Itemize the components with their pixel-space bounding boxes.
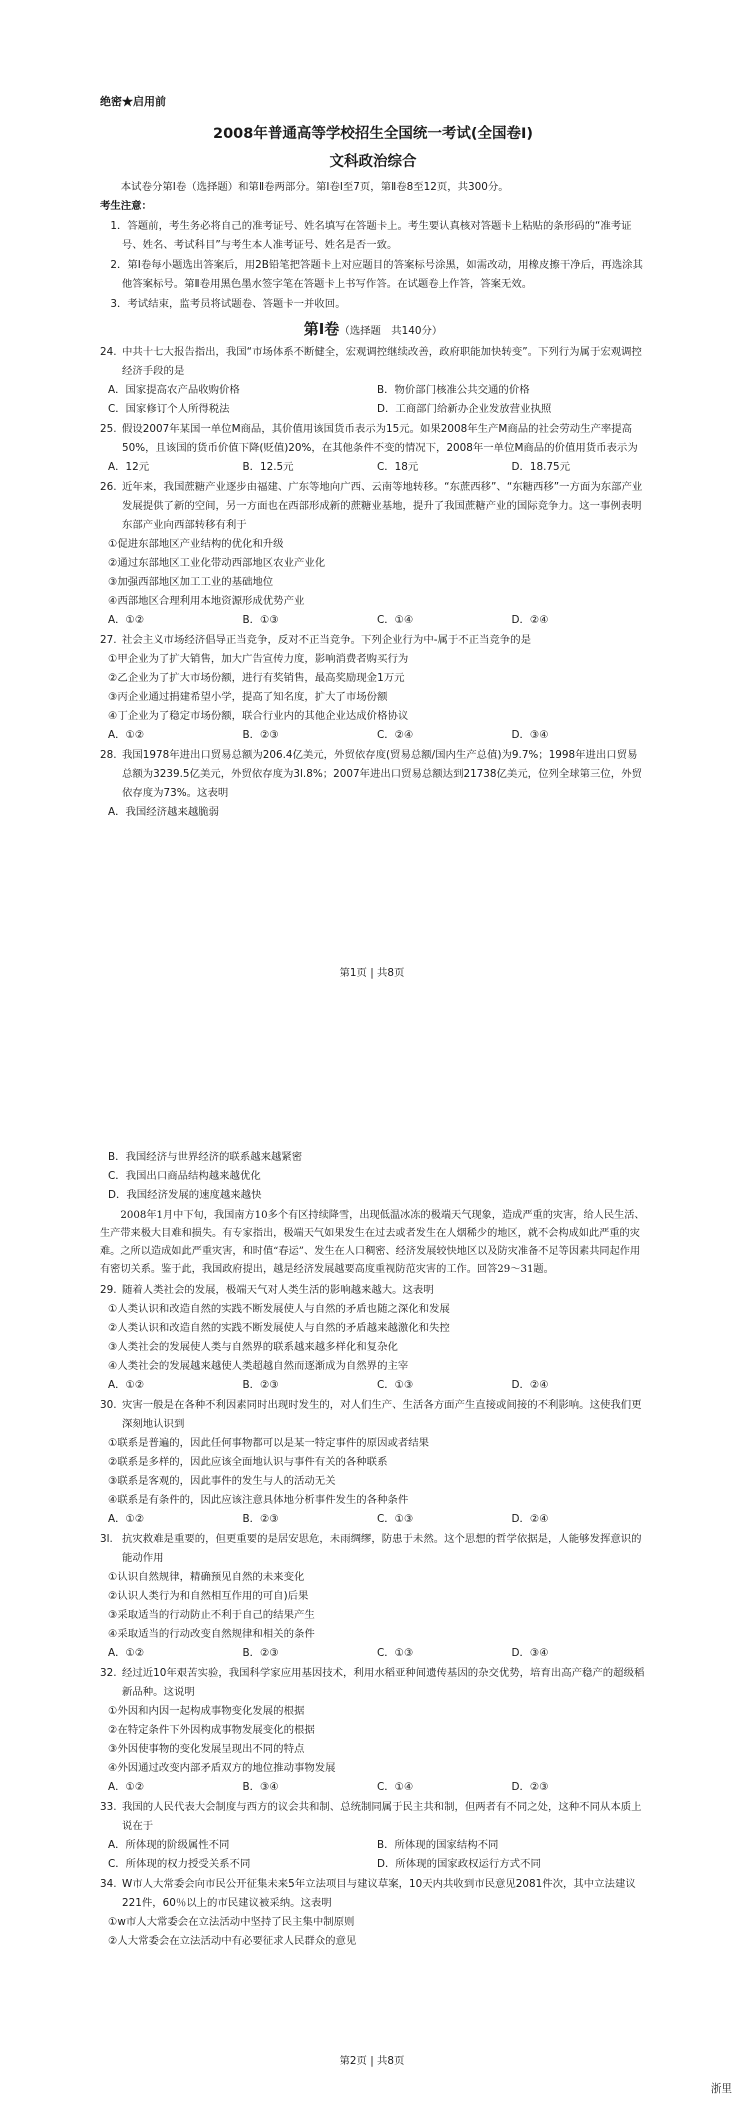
option: D．工商部门给新办企业发放营业执照 (377, 403, 552, 415)
statement: ④采取适当的行动改变自然规律和相关的条件 (108, 1628, 315, 1640)
question-24 (100, 343, 646, 419)
page-footer: 第1页 | 共8页 (339, 967, 405, 979)
page-2 (0, 1040, 744, 2104)
option: A．①② (108, 1379, 145, 1391)
part-title: 第Ⅰ卷 (303, 320, 340, 338)
option: C．①④ (377, 614, 414, 626)
statement: ①外因和内因一起构成事物变化发展的根据 (108, 1705, 305, 1717)
exam-intro: 本试卷分第Ⅰ卷（选择题）和第Ⅱ卷两部分。第Ⅰ卷Ⅰ至7页，第Ⅱ卷8至12页，共300分。 (120, 181, 509, 193)
option: C．所体现的权力授受关系不同 (108, 1858, 251, 1870)
question-number: 26. (100, 481, 117, 493)
notes-heading: 考生注意： (100, 200, 152, 212)
note-item: 1．答题前，考生务必将自己的准考证号、姓名填写在答题卡上。考生要认真核对答题卡上粘贴的条形码的“准考证号、姓名、考试科目”与考生本人准考证号、姓名是否一致。 (110, 220, 632, 251)
statement: ②乙企业为了扩大市场份额，进行有奖销售，最高奖励现金1万元 (108, 672, 405, 684)
statement: ④外因通过改变内部矛盾双方的地位推动事物发展 (108, 1762, 336, 1774)
page-1-content (100, 0, 646, 822)
question-stem: 我国1978年进出口贸易总额为206.4亿美元，外贸依存度(贸易总额/国内生产总值)为9.7%；1998年进出口贸易总额为3239.5亿美元，外贸依存度为3l.8%；2007年进出口贸易总额达到21738亿美元，位列全球第三位，外贸依存度为73%。这表明 (122, 749, 642, 799)
option: A．12元 (108, 461, 150, 473)
question-stem: 经过近10年艰苦实验，我国科学家应用基因技术，利用水稻亚种间遗传基因的杂交优势，培育出高产稳产的超级稻新品种。这说明 (122, 1667, 645, 1698)
option: B．②③ (242, 1647, 279, 1659)
option: B．③④ (242, 1781, 279, 1793)
question-29 (100, 1281, 646, 1395)
question-number: 25. (100, 423, 117, 435)
part-heading (100, 320, 646, 341)
question-stem: 假设2007年某国一单位M商品，其价值用该国货币表示为15元。如果2008年生产M商品的社会劳动生产率提高50%，且该国的货币价值下降(贬值)20%，在其他条件不变的情况下，2008年一单位M商品的价值用货币表示为 (122, 423, 638, 454)
page-footer: 第2页 | 共8页 (339, 2055, 405, 2067)
option: A．①② (108, 1513, 145, 1525)
option: A．①② (108, 1781, 145, 1793)
note-item: 2．第Ⅰ卷每小题选出答案后，用2B铅笔把答题卡上对应题目的答案标号涂黑，如需改动，用橡皮擦干净后，再选涂其他答案标号。第Ⅱ卷用黑色墨水签字笔在答题卡上书写作答。在试题卷上作答，答案无效。 (110, 259, 643, 290)
statement: ④联系是有条件的，因此应该注意具体地分析事件发生的各种条件 (108, 1494, 409, 1506)
statement: ③人类社会的发展使人类与自然界的联系越来越多样化和复杂化 (108, 1341, 398, 1353)
option: A．所体现的阶级属性不同 (108, 1839, 230, 1851)
statement: ③加强西部地区加工工业的基础地位 (108, 576, 274, 588)
option: C．①③ (377, 1647, 414, 1659)
question-26 (100, 478, 646, 630)
statement: ②通过东部地区工业化带动西部地区农业产业化 (108, 557, 326, 569)
question-number: 27. (100, 634, 117, 646)
statement: ①联系是普遍的，因此任何事物都可以是某一特定事件的原因或者结果 (108, 1437, 430, 1449)
option: D．②④ (511, 1379, 549, 1391)
option: C．国家修订个人所得税法 (108, 403, 230, 415)
question-stem: 随着人类社会的发展，极端天气对人类生活的影响越来越大。这表明 (122, 1284, 434, 1296)
statement: ①人类认识和改造自然的实践不断发展使人与自然的矛盾也随之深化和发展 (108, 1303, 450, 1315)
part-subtitle: （选择题 共140分） (339, 325, 443, 337)
note-item: 3．考试结束，监考员将试题卷、答题卡一并收回。 (110, 298, 346, 310)
watermark-text: 浙里 (710, 2083, 732, 2095)
option: A．国家提高农产品收购价格 (108, 384, 240, 396)
question-number: 29. (100, 1284, 117, 1296)
statement: ③丙企业通过捐建希望小学，提高了知名度，扩大了市场份额 (108, 691, 388, 703)
option: D．我国经济发展的速度越来越快 (108, 1189, 262, 1201)
question-28 (100, 746, 646, 822)
statement: ②在特定条件下外因构成事物发展变化的根据 (108, 1724, 315, 1736)
option: C．①③ (377, 1379, 414, 1391)
statement: ③采取适当的行动防止不利于自己的结果产生 (108, 1609, 315, 1621)
statement: ②人大常委会在立法活动中有必要征求人民群众的意见 (108, 1935, 357, 1947)
option: C．①④ (377, 1781, 414, 1793)
option: D．③④ (511, 729, 549, 741)
question-34 (100, 1875, 646, 1951)
secret-label: 绝密★启用前 (100, 95, 166, 108)
question-stem: 社会主义市场经济倡导正当竞争，反对不正当竞争。下列企业行为中-属于不正当竞争的是 (122, 634, 531, 646)
question-stem: 抗灾救难是重要的，但更重要的是居安思危，未雨绸缪，防患于未然。这个思想的哲学依据是，人能够发挥意识的能动作用 (122, 1533, 642, 1564)
page-1 (0, 0, 744, 1040)
option: C．18元 (377, 461, 419, 473)
question-31 (100, 1530, 646, 1663)
option: A．①② (108, 729, 145, 741)
question-33 (100, 1798, 646, 1874)
question-number: 24. (100, 346, 117, 358)
statement: ②人类认识和改造自然的实践不断发展使人与自然的矛盾越来越激化和失控 (108, 1322, 450, 1334)
option: A．①② (108, 1647, 145, 1659)
option: D．②③ (511, 1781, 549, 1793)
question-stem: 我国的人民代表大会制度与西方的议会共和制、总统制同属于民主共和制，但两者有不同之处，这种不同从本质上说在于 (122, 1801, 642, 1832)
option: B．②③ (242, 729, 279, 741)
question-30 (100, 1396, 646, 1529)
option: A．我国经济越来越脆弱 (108, 806, 220, 818)
reading-material: 2008年1月中下旬，我国南方10多个有区持续降雪，出现低温冰冻的极端天气现象，造成严重的灾害，给人民生活、生产带来极大目难和损失。有专家指出，极端天气如果发生在过去或者发生在人烟稀少的地区，就不会构成如此严重的灾难。之所以造成如此严重灾害，和时值“春运”、发生在人口稠密、经济发展较快地区以及防灾准备不足等因素共同起作用有密切关系。鉴于此，我国政府提出，越是经济发展越要高度重视防范灾害的工作。回答29～31题。 (100, 1210, 645, 1275)
statement: ④人类社会的发展越来越使人类超越自然而逐渐成为自然界的主宰 (108, 1360, 409, 1372)
question-32 (100, 1664, 646, 1797)
question-number: 3l. (100, 1533, 113, 1545)
question-stem: W市人大常委会向市民公开征集未来5年立法项目与建议草案，10天内共收到市民意见2081件次，其中立法建议221件，60％以上的市民建议被采纳。这表明 (122, 1878, 636, 1909)
question-25 (100, 420, 646, 477)
option: B．②③ (242, 1379, 279, 1391)
question-stem: 近年来，我国蔗糖产业逐步由福建、广东等地向广西、云南等地转移。“东蔗西移”、“东糖西移”一方面为东部产业发展提供了新的空间，另一方面也在西部形成新的蔗糖业基地，提升了我国蔗糖产业的国际竞争力。这一事例表明东部产业向西部转移有利于 (122, 481, 643, 531)
option: D．所体现的国家政权运行方式不同 (377, 1858, 541, 1870)
question-number: 30. (100, 1399, 117, 1411)
statement: ③外因使事物的变化发展呈现出不同的特点 (108, 1743, 305, 1755)
question-number: 34. (100, 1878, 117, 1890)
statement: ④丁企业为了稳定市场份额，联合行业内的其他企业达成价格协议 (108, 710, 409, 722)
statement: ③联系是客观的，因此事件的发生与人的活动无关 (108, 1475, 336, 1487)
option: B．我国经济与世界经济的联系越来越紧密 (108, 1151, 303, 1163)
option: D．②④ (511, 1513, 549, 1525)
page-2-content (100, 1148, 646, 1951)
question-number: 32. (100, 1667, 117, 1679)
question-28-continued (100, 1148, 646, 1205)
option: D．18.75元 (511, 461, 571, 473)
statement: ①w市人大常委会在立法活动中坚持了民主集中制原则 (108, 1916, 355, 1928)
option: C．我国出口商品结构越来越优化 (108, 1170, 261, 1182)
question-stem: 灾害一般是在各种不利因素同时出现时发生的，对人们生产、生活各方面产生直接或间接的不利影响。这使我们更深刻地认识到 (122, 1399, 642, 1430)
exam-title: 2008年普通高等学校招生全国统一考试(全国卷Ⅰ) (212, 126, 533, 142)
statement: ②认识人类行为和自然相互作用的可自)后果 (108, 1590, 309, 1602)
option: B．所体现的国家结构不同 (377, 1839, 499, 1851)
question-stem: 中共十七大报告指出，我国“市场体系不断健全，宏观调控继续改善，政府职能加快转变”。下列行为属于宏观调控经济手段的是 (122, 346, 642, 377)
option: B．12.5元 (242, 461, 294, 473)
statement: ④西部地区合理利用本地资源形成优势产业 (108, 595, 305, 607)
option: B．②③ (242, 1513, 279, 1525)
option: D．③④ (511, 1647, 549, 1659)
statement: ①促进东部地区产业结构的优化和升级 (108, 538, 284, 550)
exam-subtitle: 文科政治综合 (329, 154, 417, 170)
statement: ②联系是多样的，因此应该全面地认识与事件有关的各种联系 (108, 1456, 388, 1468)
option: D．②④ (511, 614, 549, 626)
option: B．①③ (242, 614, 279, 626)
option: C．②④ (377, 729, 414, 741)
option: C．①③ (377, 1513, 414, 1525)
question-number: 33. (100, 1801, 117, 1813)
question-27 (100, 631, 646, 745)
question-number: 28. (100, 749, 117, 761)
statement: ①甲企业为了扩大销售，加大广告宣传力度，影响消费者购买行为 (108, 653, 409, 665)
option: B．物价部门核准公共交通的价格 (377, 384, 530, 396)
option: A．①② (108, 614, 145, 626)
statement: ①认识自然规律，精确预见自然的未来变化 (108, 1571, 305, 1583)
